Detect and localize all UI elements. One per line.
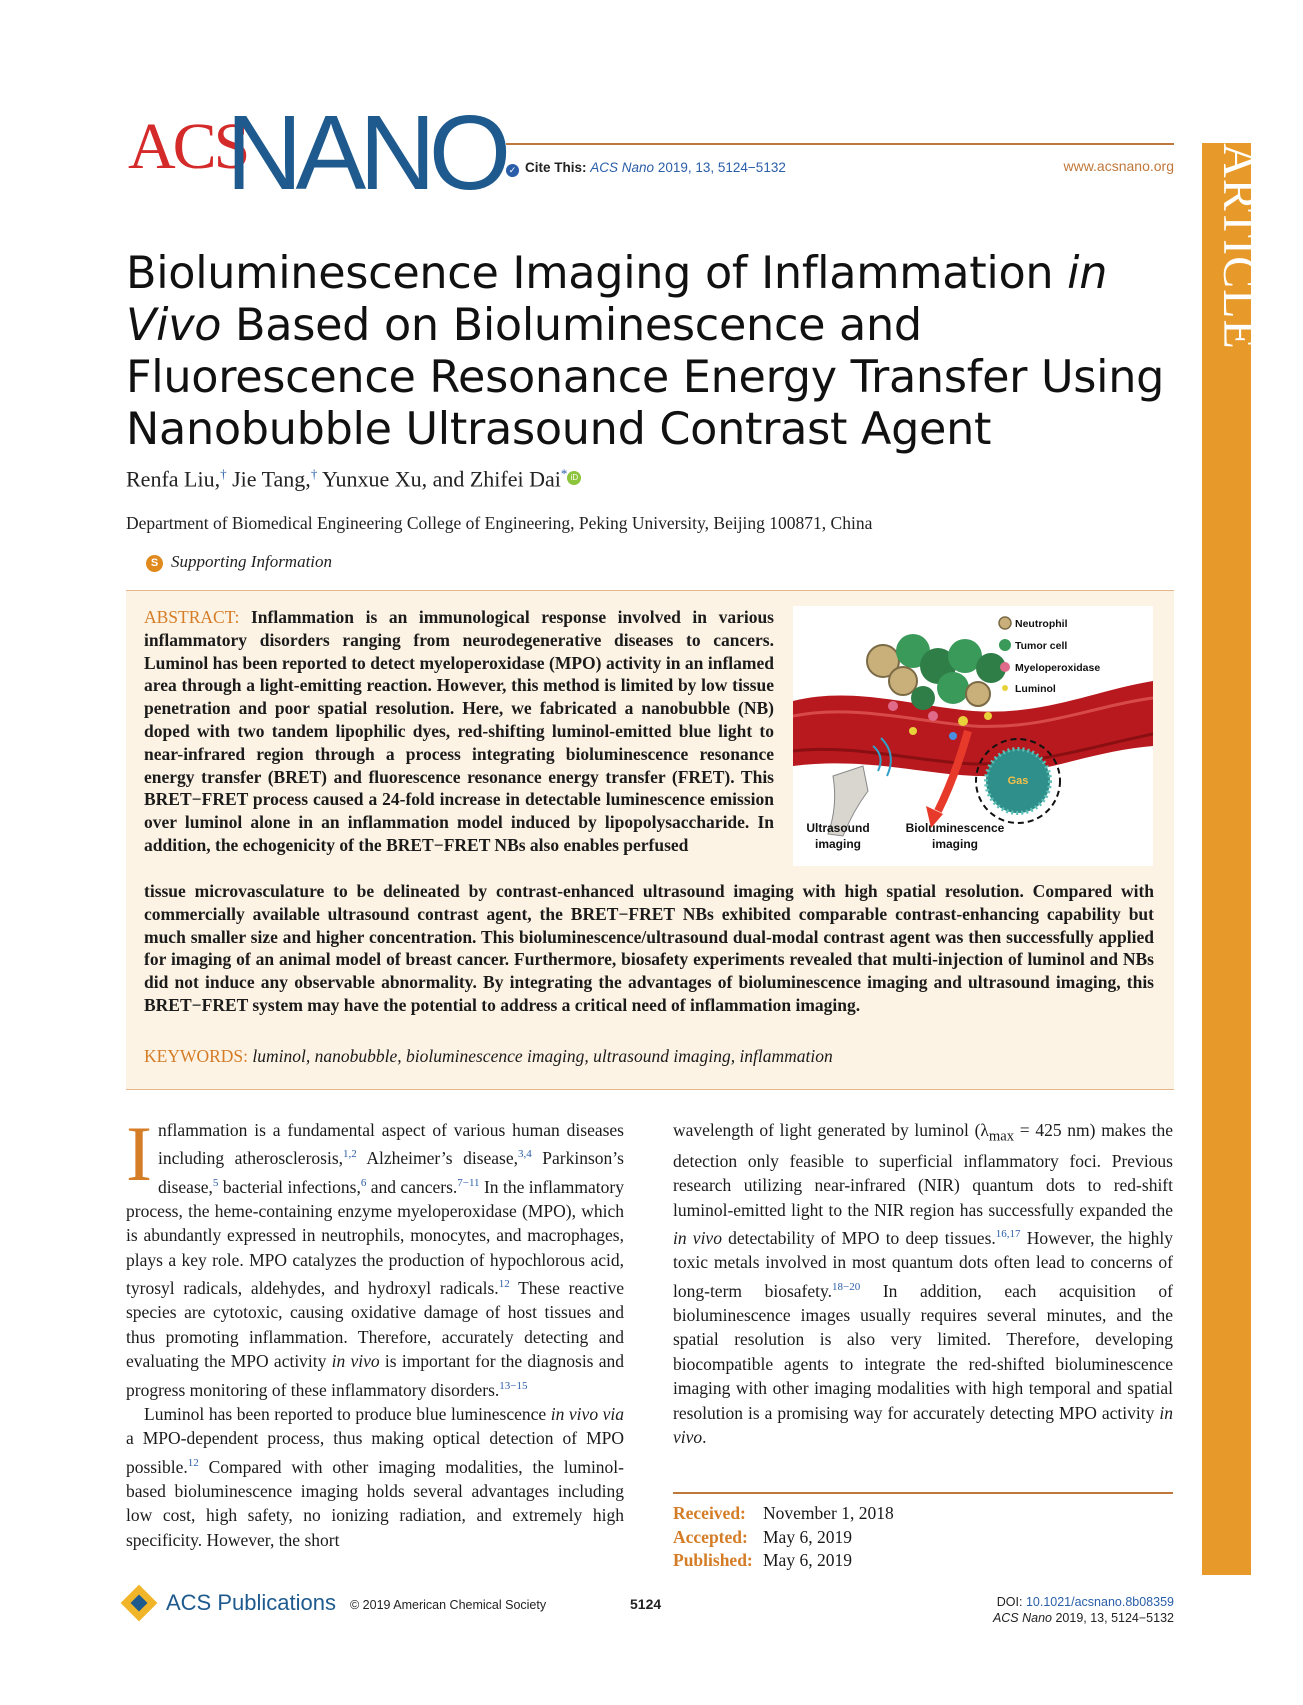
bubble-label: Gas bbox=[1007, 775, 1029, 787]
p1-text-d: bacterial infections, bbox=[218, 1176, 361, 1197]
p1-text-h: is important for the diagnosis and progress monitoring of these inflammatory disorders. bbox=[126, 1351, 625, 1400]
title-text-1: Bioluminescence Imaging of Inflammation bbox=[126, 248, 1068, 299]
page-number: 5124 bbox=[630, 1596, 662, 1612]
legend-mpo: Myeloperoxidase bbox=[1015, 662, 1101, 674]
abstract-label: ABSTRACT: bbox=[144, 607, 240, 627]
dates-divider bbox=[673, 1492, 1173, 1494]
c2-text-b: = 425 nm) makes the detection only feasible to superficial inflammatory foci. Previous research utilizing near-infrared (NIR) quantum dots to red-shift luminol-emitted light to the NIR region has successfully expanded the bbox=[673, 1120, 1173, 1220]
legend-mpo-marker bbox=[1000, 662, 1010, 672]
title-italic-2: Vivo bbox=[126, 300, 222, 351]
cite-this[interactable] bbox=[506, 160, 786, 177]
body-column-1 bbox=[126, 1110, 625, 1552]
citation-ref[interactable]: 1,2 bbox=[343, 1148, 357, 1161]
c2-italic-2: in vivo bbox=[673, 1402, 1173, 1448]
abstract-body-1: Inflammation is an immunological response involved in various inflammatory disorders ranging from neurodegenerative diseases to cancers. Luminol has been reported to detect myeloperoxidase (MPO) activity in an inflamed area through a light-emitting reaction. However, this method is limited by low tissue penetration and poor spatial resolution. Here, we fabricated a nanobubble (NB) doped with two tandem lipophilic dyes, red-shifting luminol-emitted blue light to near-infrared region through a process integrating bioluminescence resonance energy transfer (BRET) and fluorescence resonance energy transfer (FRET). This BRET−FRET process caused a 24-fold increase in detectable luminescence emission over luminol alone in an inflammation model induced by lipopolysaccharide. In addition, the echogenicity of the BRET−FRET NBs also enables perfused bbox=[144, 607, 774, 855]
footer-journal: ACS Nano bbox=[992, 1611, 1052, 1625]
c2-sub: max bbox=[988, 1128, 1015, 1145]
citation-ref[interactable]: 7−11 bbox=[457, 1176, 480, 1189]
legend-luminol: Luminol bbox=[1015, 683, 1056, 695]
doi-block bbox=[993, 1594, 1174, 1626]
author-list bbox=[126, 466, 581, 492]
citation-ref[interactable]: 18−20 bbox=[832, 1280, 861, 1293]
p2-text-a: Luminol has been reported to produce blue luminescence bbox=[144, 1403, 551, 1424]
p2-text-c: Compared with other imaging modalities, the luminol-based bioluminescence imaging holds several advantages including low cost, high safety, no ionizing radiation, and extremely high specificity. However, the short bbox=[126, 1456, 624, 1550]
c2-text-a: wavelength of light generated by luminol (λ bbox=[673, 1120, 989, 1140]
citation-ref[interactable]: 6 bbox=[360, 1176, 367, 1189]
supporting-info-label: Supporting Information bbox=[171, 552, 333, 571]
drop-cap: I bbox=[126, 1110, 152, 1197]
p1-text-b: Alzheimer’s disease, bbox=[356, 1148, 518, 1169]
supporting-info-icon: S bbox=[146, 555, 163, 572]
legend-luminol-marker bbox=[1002, 685, 1008, 691]
author-name[interactable]: Yunxue Xu, and Zhifei Dai bbox=[322, 466, 561, 492]
citation-ref[interactable]: 5 bbox=[212, 1176, 219, 1189]
citation-ref[interactable]: 16,17 bbox=[995, 1228, 1021, 1241]
accepted-date: May 6, 2019 bbox=[763, 1526, 852, 1547]
author-name[interactable]: Jie Tang, bbox=[232, 466, 311, 492]
keywords-list: luminol, nanobubble, bioluminescence imaging, ultrasound imaging, inflammation bbox=[252, 1046, 833, 1066]
logo-nano: NANO bbox=[226, 94, 505, 212]
header-divider bbox=[506, 143, 1174, 145]
c2-text-e: In addition, each acquisition of bioluminescence images usually requires several minutes, and the spatial resolution is also very limited. Therefore, developing biocompatible agents to integrate the red-shifted bioluminescence imaging with other imaging modalities with high temporal and spatial resolution is a promising way for accurately detecting MPO activity bbox=[673, 1280, 1173, 1423]
author-mark[interactable]: * bbox=[560, 466, 568, 481]
p1-text-c: Parkinson’s disease, bbox=[157, 1148, 624, 1197]
p1-text-a: nflammation is a fundamental aspect of various human diseases including atherosclerosis, bbox=[157, 1120, 624, 1169]
label-ultrasound-2: imaging bbox=[814, 837, 862, 851]
affiliation: Department of Biomedical Engineering College of Engineering, Peking University, Beijing 100871, China bbox=[126, 513, 873, 533]
publisher-logo[interactable] bbox=[126, 1590, 336, 1616]
c2-text-c: detectability of MPO to deep tissues. bbox=[721, 1227, 996, 1248]
legend bbox=[999, 617, 1100, 695]
published-label: Published: bbox=[673, 1550, 753, 1570]
paragraph-2 bbox=[126, 1402, 624, 1552]
keywords-label: KEYWORDS: bbox=[144, 1046, 249, 1066]
orcid-icon[interactable]: iD bbox=[567, 471, 581, 485]
citation-ref[interactable]: 3,4 bbox=[518, 1148, 532, 1161]
author-name[interactable]: Renfa Liu, bbox=[126, 466, 221, 492]
journal-logo bbox=[128, 94, 505, 212]
citation-ref[interactable]: 13−15 bbox=[499, 1379, 528, 1392]
label-biolum-2: imaging bbox=[931, 837, 979, 851]
title-italic-1: in bbox=[1067, 248, 1108, 299]
cite-label: Cite This: bbox=[525, 160, 587, 175]
body-column-2 bbox=[673, 1118, 1173, 1449]
author-mark[interactable]: † bbox=[310, 466, 318, 481]
article-title bbox=[126, 248, 1186, 456]
citation-ref[interactable]: 12 bbox=[498, 1278, 510, 1291]
author-mark[interactable]: † bbox=[220, 466, 227, 481]
p2-text-b: a MPO-dependent process, thus making optical detection of MPO possible. bbox=[126, 1428, 624, 1477]
supporting-info-link[interactable] bbox=[146, 552, 332, 572]
acs-diamond-icon bbox=[121, 1585, 158, 1622]
c2-italic-1: in vivo bbox=[673, 1227, 722, 1248]
title-text-2: Based on Bioluminescence and Fluorescence Resonance Energy Transfer Using Nanobubble Ultrasound Contrast Agent bbox=[126, 300, 1165, 455]
label-biolum-1: Bioluminescence bbox=[905, 821, 1005, 835]
footer-citation: 2019, 13, 5124−5132 bbox=[1052, 1611, 1174, 1625]
legend-tumor-marker bbox=[999, 639, 1011, 651]
publication-dates bbox=[673, 1502, 894, 1573]
p1-text-f: In the inflammatory process, the heme-containing enzyme myeloperoxidase (MPO), which is abundantly expressed in neutrophils, monocytes, and macrophages, plays a key role. MPO catalyzes the production of hypochlorous acid, tyrosyl radicals, aldehydes, and hydroxyl radicals. bbox=[126, 1176, 624, 1298]
accepted-label: Accepted: bbox=[673, 1526, 748, 1547]
published-date: May 6, 2019 bbox=[763, 1550, 852, 1570]
journal-url[interactable]: www.acsnano.org bbox=[1063, 158, 1174, 174]
doi-link[interactable]: 10.1021/acsnano.8b08359 bbox=[1025, 1595, 1174, 1609]
p1-text-g: These reactive species are cytotoxic, causing oxidative damage of host tissues and thus promoting inflammation. Therefore, accurately detecting and evaluating the MPO activity bbox=[126, 1277, 625, 1372]
section-label bbox=[1202, 143, 1266, 393]
publisher-name: ACS Publications bbox=[166, 1590, 336, 1615]
section-label-text: ARTICLE bbox=[1212, 143, 1266, 350]
p1-italic: in vivo bbox=[331, 1351, 380, 1372]
legend-tumor: Tumor cell bbox=[1015, 640, 1068, 652]
received-date: November 1, 2018 bbox=[763, 1503, 894, 1523]
c2-text-d: However, the highly toxic metals involved in most quantum dots often lead to concerns of long-term biosafety. bbox=[673, 1227, 1173, 1301]
abstract-text-top bbox=[144, 606, 774, 857]
check-icon: ✓ bbox=[506, 164, 519, 177]
abstract-text-bottom: tissue microvasculature to be delineated by contrast-enhanced ultrasound imaging with high spatial resolution. Compared with commercially available ultrasound contrast agent, the BRET−FRET NBs exhibited comparable contrast-enhancing capability but much smaller size and higher concentration. This bioluminescence/ultrasound dual-modal contrast agent was then successfully applied for imaging of an animal model of breast cancer. Furthermore, biosafety experiments revealed that multi-injection of luminol and NBs did not induce any observable abnormality. By integrating the advantages of bioluminescence imaging and ultrasound imaging, this BRET−FRET system may have the potential to address a critical need of inflammation imaging. bbox=[144, 881, 1154, 1015]
received-label: Received: bbox=[673, 1503, 746, 1523]
cite-value[interactable] bbox=[590, 160, 786, 175]
c2-text-f: . bbox=[702, 1427, 707, 1448]
label-ultrasound-1: Ultrasound bbox=[806, 821, 870, 835]
logo-acs: ACS bbox=[128, 110, 248, 183]
copyright: © 2019 American Chemical Society bbox=[350, 1598, 547, 1612]
p1-text-e: and cancers. bbox=[366, 1176, 458, 1197]
legend-neutrophil: Neutrophil bbox=[1015, 618, 1068, 630]
cite-details: 2019, 13, 5124−5132 bbox=[657, 160, 786, 175]
keywords bbox=[144, 1046, 833, 1067]
p2-italic: in vivo via bbox=[550, 1403, 625, 1424]
cite-journal: ACS Nano bbox=[590, 160, 655, 175]
toc-graphic bbox=[793, 606, 1153, 866]
citation-ref[interactable]: 12 bbox=[187, 1456, 199, 1469]
doi-label: DOI: bbox=[996, 1595, 1026, 1609]
legend-neutrophil-marker bbox=[999, 617, 1011, 629]
